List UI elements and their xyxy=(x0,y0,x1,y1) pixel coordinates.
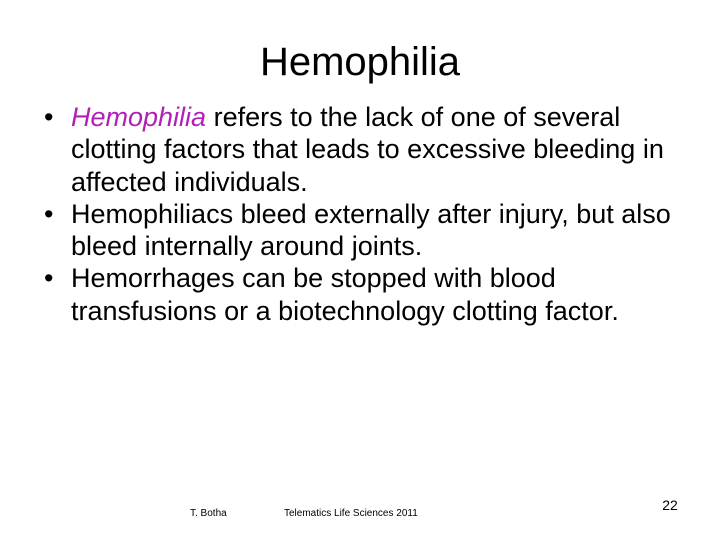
highlighted-term: Hemophilia xyxy=(71,102,207,132)
bullet-item xyxy=(44,262,704,327)
footer-course: Telematics Life Sciences 2011 xyxy=(284,508,418,519)
slide-title: Hemophilia xyxy=(259,40,461,84)
bullet-list xyxy=(44,101,704,327)
bullet-text: refers to the lack of one of several clotting factors that leads to excessive bleeding in affected individuals. xyxy=(71,102,664,197)
page-number: 22 xyxy=(662,497,678,513)
footer-author: T. Botha xyxy=(190,508,227,519)
bullet-dot-icon: • xyxy=(44,198,54,229)
bullet-item xyxy=(44,101,704,198)
bullet-dot-icon: • xyxy=(44,102,54,132)
bullet-text: Hemophiliacs bleed externally after injury, but also bleed internally around joints. xyxy=(71,198,671,262)
bullet-item xyxy=(44,198,704,263)
bullet-text: Hemorrhages can be stopped with blood transfusions or a biotechnology clotting factor. xyxy=(71,263,619,326)
bullet-dot-icon: • xyxy=(44,263,54,294)
